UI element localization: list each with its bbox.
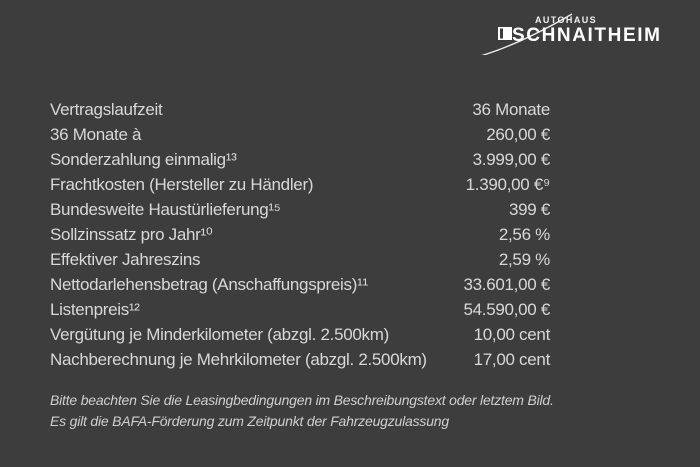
row-label: Frachtkosten (Hersteller zu Händler) (50, 175, 314, 194)
table-row (50, 172, 550, 197)
row-label: Effektiver Jahreszins (50, 250, 201, 269)
logo-subtitle-text: AUTOHAUS (535, 15, 598, 25)
row-label: Vergütung je Minderkilometer (abzgl. 2.500km) (50, 325, 389, 344)
row-value: 3.999,00 € (472, 150, 550, 169)
row-value: 2,59 % (498, 250, 550, 269)
disclaimer-line-2: Es gilt die BAFA-Förderung zum Zeitpunkt der Fahrzeugzulassung (50, 413, 449, 429)
table-row (50, 272, 550, 297)
row-value: 17,00 cent (473, 350, 550, 369)
row-value: 36 Monate (472, 100, 550, 119)
row-value: 54.590,00 € (463, 300, 550, 319)
row-value: 1.390,00 €⁹ (465, 175, 550, 194)
table-row (50, 247, 550, 272)
logo-name-text: SCHNAITHEIM (512, 25, 662, 46)
disclaimer (50, 390, 650, 432)
row-label: Nachberechnung je Mehrkilometer (abzgl. 2.500km) (50, 350, 427, 369)
table-row (50, 222, 550, 247)
row-value: 260,00 € (486, 125, 550, 144)
row-value: 10,00 cent (473, 325, 550, 344)
disclaimer-line-1: Bitte beachten Sie die Leasingbedingungen im Beschreibungstext oder letztem Bild. (50, 392, 554, 408)
row-label: Nettodarlehensbetrag (Anschaffungspreis)¹¹ (50, 275, 368, 294)
row-label: Sonderzahlung einmalig¹³ (50, 150, 237, 169)
table-row (50, 197, 550, 222)
table-row (50, 147, 550, 172)
row-label: 36 Monate à (50, 125, 142, 144)
table-row (50, 97, 550, 122)
table-row (50, 322, 550, 347)
row-label: Bundesweite Haustürlieferung¹⁵ (50, 200, 281, 219)
leasing-terms-table (50, 97, 550, 372)
row-value: 33.601,00 € (463, 275, 550, 294)
row-label: Vertragslaufzeit (50, 100, 163, 119)
table-row (50, 347, 550, 372)
row-label: Sollzinssatz pro Jahr¹⁰ (50, 225, 213, 244)
row-value: 399 € (508, 200, 550, 219)
row-value: 2,56 % (498, 225, 550, 244)
dealer-logo (481, 13, 662, 55)
row-label: Listenpreis¹² (50, 300, 140, 319)
table-row (50, 297, 550, 322)
table-row (50, 122, 550, 147)
